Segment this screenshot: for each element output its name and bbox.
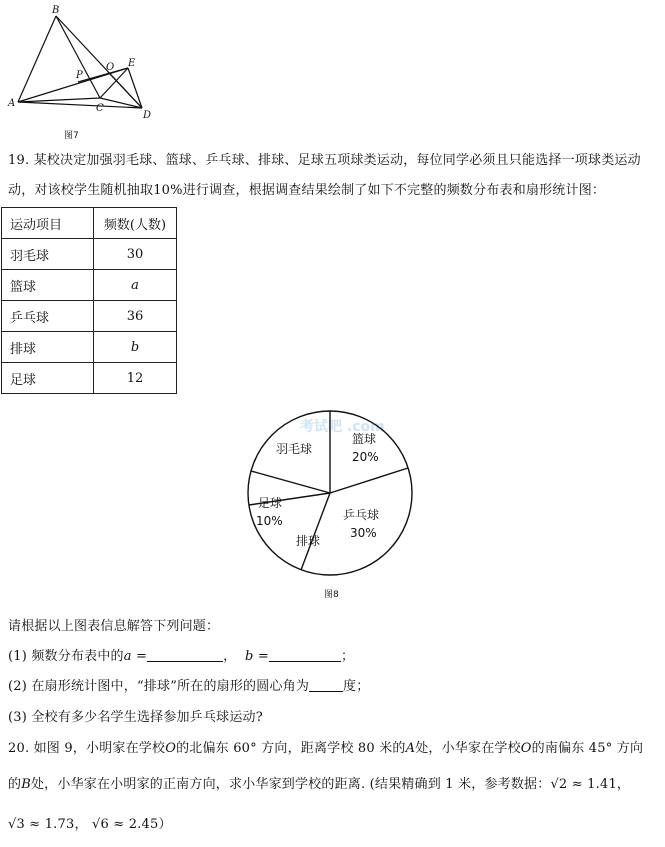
divider-line xyxy=(330,468,408,493)
cell-sport: 排球 xyxy=(2,332,94,363)
semicolon: ； xyxy=(340,649,355,664)
comma: ， xyxy=(223,649,237,664)
sqrt3-value: √3 ≈ 1.73， xyxy=(8,817,88,832)
figure-8-caption: 图8 xyxy=(324,590,339,600)
q19-prompt: 请根据以上图表信息解答下列问题： xyxy=(8,619,220,634)
sqrt6-value: √6 ≈ 2.45 xyxy=(92,817,159,832)
cell-sport: 足球 xyxy=(2,363,94,394)
label-c: C xyxy=(96,103,104,114)
header-count: 频数(人数) xyxy=(94,208,177,239)
var-a: a xyxy=(123,649,132,664)
frequency-table xyxy=(1,207,177,394)
divider-line xyxy=(301,493,330,570)
slice-label-football: 足球 xyxy=(258,496,283,510)
var-b: b xyxy=(245,649,254,664)
pie-chart-figure-8 xyxy=(240,405,420,600)
figure-7 xyxy=(4,2,164,142)
divider-line xyxy=(251,471,330,493)
slice-label-badminton: 羽毛球 xyxy=(276,442,313,456)
table-row xyxy=(2,239,177,270)
cell-count: 30 xyxy=(94,239,177,270)
cell-count: a xyxy=(94,270,177,301)
label-d: D xyxy=(143,110,152,121)
q20-line1 xyxy=(8,734,658,763)
cell-sport: 篮球 xyxy=(2,270,94,301)
table-row xyxy=(2,363,177,394)
label-p: P xyxy=(76,70,83,81)
sqrt2-value: √2 ≈ 1.41， xyxy=(550,777,631,792)
var-o: O xyxy=(165,741,177,756)
q20-line3 xyxy=(8,810,658,839)
label-o: O xyxy=(106,62,115,73)
table-header-row xyxy=(2,208,177,239)
sub2-suffix: 度； xyxy=(343,679,370,694)
slice-label-pingpong: 乒乓球 xyxy=(343,508,380,522)
eq-sign: = xyxy=(253,649,269,664)
q20-text: 20. 如图 9，小明家在学校 xyxy=(8,741,166,756)
table-row xyxy=(2,270,177,301)
q20-text: 的北偏东 60° 方向，距离学校 80 米的 xyxy=(176,741,406,756)
q20-line2 xyxy=(8,770,658,799)
slice-label-volleyball: 排球 xyxy=(296,534,321,548)
cell-sport: 羽毛球 xyxy=(2,239,94,270)
cell-count: 36 xyxy=(94,301,177,332)
header-sport: 运动项目 xyxy=(2,208,94,239)
sub1-prefix: (1) 频数分布表中的 xyxy=(8,649,124,664)
label-b: B xyxy=(52,5,60,16)
var-b: B xyxy=(21,777,31,792)
q19-line1: 19. 某校决定加强羽毛球、篮球、乒乓球、排球、足球五项球类运动，每位同学必须且只能选择一项球类运动 xyxy=(8,153,641,168)
var-o: O xyxy=(520,741,532,756)
answer-blank-b[interactable] xyxy=(269,647,341,662)
answer-blank-angle[interactable] xyxy=(309,677,343,692)
slice-pct-basketball: 20% xyxy=(352,450,379,464)
close-paren: ） xyxy=(158,817,172,832)
q19-sub2 xyxy=(8,672,658,701)
eq-sign: = xyxy=(131,649,148,664)
cell-sport: 乒乓球 xyxy=(2,301,94,332)
q20-text: 处，小华家在学校 xyxy=(415,741,521,756)
slice-pct-football: 10% xyxy=(256,514,283,528)
cell-count: 12 xyxy=(94,363,177,394)
table-row xyxy=(2,332,177,363)
q20-text: 的南偏东 45° 方向 xyxy=(531,741,644,756)
q19-line2: 动，对该校学生随机抽取10%进行调查，根据调查结果绘制了如下不完整的频数分布表和扇形统计图： xyxy=(8,183,606,198)
q19-sub1 xyxy=(8,642,658,671)
q20-text: 处，小华家在小明家的正南方向，求小华家到学校的距离. (结果精确到 1 米，参考数据： xyxy=(30,777,551,792)
q20-text: 的 xyxy=(8,777,22,792)
figure-7-caption: 图7 xyxy=(64,131,79,141)
slice-pct-pingpong: 30% xyxy=(350,526,377,540)
sub2-prefix: (2) 在扇形统计图中，“排球”所在的扇形的圆心角为 xyxy=(8,679,310,694)
table-row xyxy=(2,301,177,332)
watermark: 考试吧 .com xyxy=(300,419,385,435)
answer-blank-a[interactable] xyxy=(147,647,223,662)
var-a: A xyxy=(405,741,416,756)
cell-count: b xyxy=(94,332,177,363)
label-e: E xyxy=(128,58,136,69)
slice-label-basketball: 篮球 xyxy=(352,432,377,446)
q19-sub3: (3) 全校有多少名学生选择参加乒乓球运动? xyxy=(8,710,263,725)
label-a: A xyxy=(8,98,16,109)
